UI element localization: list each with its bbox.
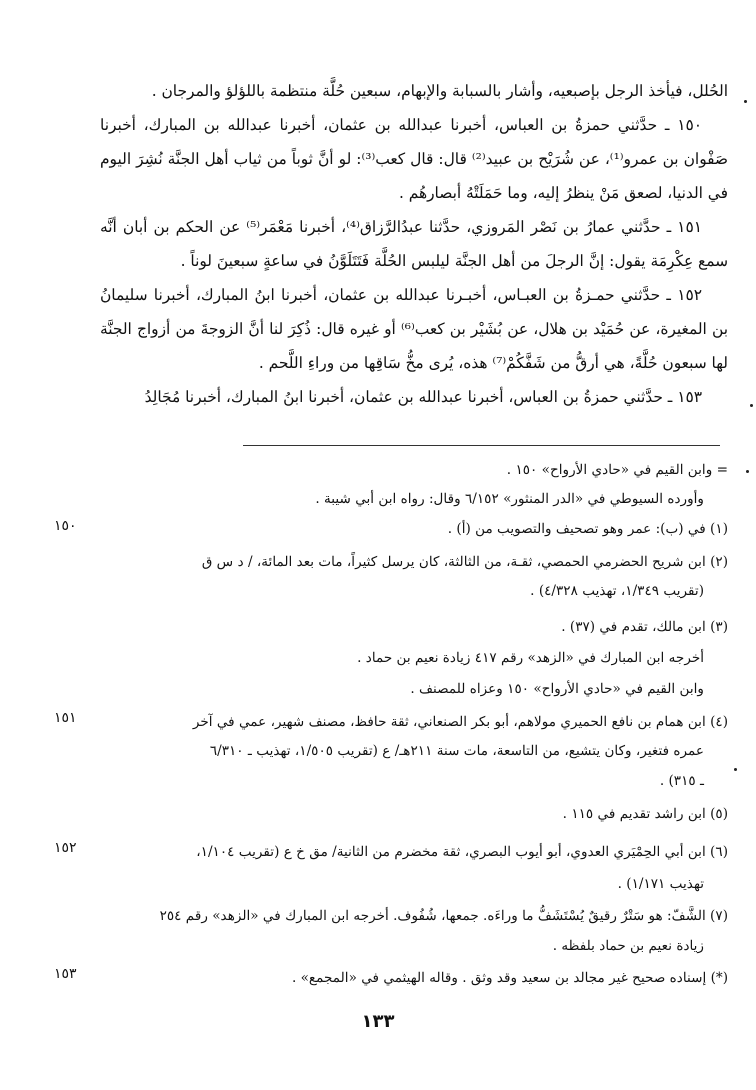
margin-number: ١٥٢ [54, 840, 77, 856]
footnote-line: (٢) ابن شريح الحضرمي الحمصي، ثقـة، من الثالثة، كان يرسل كثيراً، مات بعد المائة، / د س ق [201, 554, 728, 570]
main-text [100, 74, 728, 414]
margin-number: ١٥٠ [54, 518, 77, 534]
footnote-line: (*) إسناده صحيح غير مجالد بن سعيد وقد وثق . وقاله الهيثمي في «المجمع» . [291, 970, 728, 986]
paragraph: ١٥١ ـ حدَّثني عمارُ بن نَصْر المَروزي، حدَّثنا عبدُالرَّزاق⁽⁴⁾، أخبرنا مَعْمَر⁽⁵⁾ عن الحكم بن أبان أنَّه سمع عِكْرِمَة يقول: إنَّ الرجلَ من أهل الجنَّة ليلبس الحُلَّة فَتَتَلَوَّنُ في ساعةٍ سبعينَ لوناً . [100, 218, 728, 270]
paragraph: ١٥٣ ـ حدَّثني حمزةُ بن العباس، أخبرنا عبدالله بن عثمان، أخبرنا ابنُ المبارك، أخبرنا مُجَالِدُ [144, 388, 702, 406]
footnote-line: وأورده السيوطي في «الدر المنثور» ٦/١٥٢ وقال: رواه ابن أبي شيبة . [315, 491, 704, 507]
footnote-line: تهذيب ١/١٧١) . [617, 876, 704, 892]
scan-speck [734, 768, 737, 771]
footnote-line: عمره فتغير، وكان يتشيع، من التاسعة، مات سنة ٢١١هـ/ ع (تقريب ١/٥٠٥، تهذيب ـ ٦/٣١٠ [209, 743, 704, 759]
footnote-line: (٥) ابن راشد تقديم في ١١٥ . [562, 806, 728, 822]
footnote-line: (١) في (ب): عمر وهو تصحيف والتصويب من (أ) . [447, 521, 728, 537]
footnote-line: (٤) ابن همام بن نافع الحميري مولاهم، أبو بكر الصنعاني، ثقة حافظ، مصنف شهير، عمي في آخر [192, 714, 728, 730]
paragraph: ١٥٠ ـ حدَّثني حمزةُ بن العباس، أخبرنا عبدالله بن عثمان، أخبرنا عبدالله بن المبارك، أخبرنا صَفْوان بن عمرو⁽¹⁾، عن شُرَيْح بن عبيد⁽²⁾ قال: قال كعب⁽³⁾: لو أنَّ ثوباً من ثياب أهل الجنَّة نُشِرَ اليوم في الدنيا، لصعق مَنْ ينظرُ إليه، وما حَمَلَتْهُ أبصارهُم . [100, 116, 729, 202]
scan-speck [744, 100, 747, 103]
footnote-line: أخرجه ابن المبارك في «الزهد» رقم ٤١٧ زيادة نعيم بن حماد . [357, 650, 704, 666]
footnote-line: (تقريب ١/٣٤٩، تهذيب ٤/٣٢٨) . [530, 583, 704, 599]
paragraph: الحُلل، فيأخذ الرجل بإصبعيه، وأشار بالسبابة والإبهام، سبعين حُلَّة منتظمة باللؤلؤ والمرجان . [151, 82, 728, 100]
margin-number: ١٥١ [54, 710, 77, 726]
footnote-line: = وابن القيم في «حادي الأرواح» ١٥٠ . [506, 462, 728, 478]
margin-number: ١٥٣ [54, 966, 77, 982]
footnote-line: وابن القيم في «حادي الأرواح» ١٥٠ وعزاه للمصنف . [410, 681, 704, 697]
footnote-line: ـ ٣١٥) . [659, 773, 704, 789]
footnote-separator [243, 445, 720, 446]
scan-speck [746, 470, 749, 473]
footnote-line: (٦) ابن أبي الحِمْيَري العدوي، أبو أيوب البصري، ثقة مخضرم من الثانية/ مق خ ع (تقريب ١/١٠٤، [196, 844, 728, 860]
footnote-line: (٧) الشَّفّ: هو سَتْرٌ رقيقٌ يُسْتَشَفُّ ما وراءَه. جمعها، شُفُوف. أخرجه ابن المبارك في «الزهد» رقم ٢٥٤ [159, 908, 728, 924]
footnote-line: (٣) ابن مالك، تقدم في (٣٧) . [561, 619, 728, 635]
page-number: ١٣٣ [361, 1011, 395, 1032]
footnote-line: زيادة نعيم بن حماد بلفظه . [552, 938, 704, 954]
scan-speck [750, 404, 753, 407]
paragraph: ١٥٢ ـ حدَّثني حمـزةُ بن العبـاس، أخبـرنا عبدالله بن عثمان، أخبرنا ابنُ المبارك، أخبرنا سليمانُ بن المغيرة، عن حُمَيْد بن هلال، عن بُشَيْر بن كعب⁽⁶⁾ أو غيره قال: ذُكِرَ لنا أنَّ الزوجةَ من أزواج الجنَّة لها سبعون حُلَّةً، هي أرقُّ من شَفَّكُمْ⁽⁷⁾ هذه، يُرى مخُّ سَاقِها من وراءِ اللَّحم . [100, 286, 728, 372]
